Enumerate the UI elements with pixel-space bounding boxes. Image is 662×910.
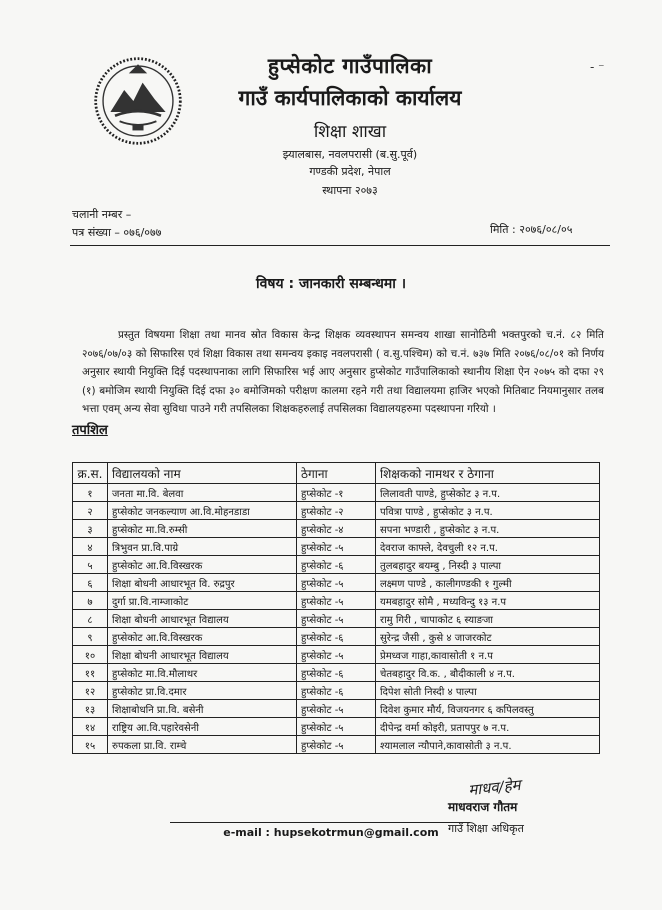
row-school-name: दुर्गा प्रा.वि.नाम्जाकोट [108, 592, 297, 610]
table-row [73, 646, 600, 664]
province-name: गण्डकी प्रदेश, नेपाल [309, 165, 391, 178]
row-serial: १२ [73, 682, 108, 700]
letter-date: मिति : २०७६/०८/०५ [490, 223, 573, 236]
row-serial: १४ [73, 718, 108, 736]
header-address: ठेगाना [297, 463, 376, 484]
header-divider [70, 245, 610, 246]
row-address: हुप्सेकोट -६ [297, 682, 376, 700]
body-paragraph: प्रस्तुत विषयमा शिक्षा तथा मानव स्रोत विकास केन्द्र शिक्षक व्यवस्थापन समन्वय शाखा सानोठिमी भक्तपुरको च.नं. ८२ मिति २०७६/०७/०३ को सिफारिस एवं शिक्षा विकास तथा समन्वय इकाइ नवलपरासी ( व.सु.पश्चिम) को च.नं. ७३७ मिति २०७६/०८/०१ को निर्णय अनुसार स्थायी नियुक्ति दिई पदस्थापनाका लागि सिफारिस भई आए अनुसार हुप्सेकोट गाउँपालिकाको स्थानीय शिक्षा ऐन २०७५ को दफा २९ (१) बमोजिम स्थायी नियुक्ति दिई दफा ३० बमोजिमको परीक्षण कालमा रहने गरी तथा विद्यालयमा हाजिर भएको मितिबाट नियमानुसार तलब भत्ता एवम् अन्य सेवा सुविधा पाउने गरी तपसिलका शिक्षकहरुलाई तपसिलका विद्यालयहरुमा पदस्थापना गरियो । [82, 329, 604, 415]
row-teacher: देवराज काफ्ले, देवचुली १२ न.प. [376, 538, 600, 556]
signatory-name: माधवराज गौतम [448, 800, 518, 814]
established-year: स्थापना २०७३ [322, 184, 378, 197]
row-teacher: पवित्रा पाण्डे , हुप्सेकोट ३ न.प. [376, 502, 600, 520]
details-heading: तपशिल [72, 423, 108, 438]
table-row [73, 700, 600, 718]
municipality-name: हुप्सेकोट गाउँपालिका [267, 54, 433, 78]
row-teacher: लक्ष्मण पाण्डे , कालीगण्डकी १ गुल्मी [376, 574, 600, 592]
office-name: गाउँ कार्यपालिकाको कार्यालय [238, 86, 462, 110]
table-row [73, 556, 600, 574]
row-address: हुप्सेकोट -५ [297, 646, 376, 664]
row-school-name: शिक्षा बोधनी आधारभूत वि. रुद्रपुर [108, 574, 297, 592]
row-address: हुप्सेकोट -५ [297, 610, 376, 628]
row-serial: १ [73, 484, 108, 502]
row-teacher: चेतबहादुर वि.क. , बौदीकाली ४ न.प. [376, 664, 600, 682]
row-school-name: शिक्षाबोधनि प्रा.वि. बसेनी [108, 700, 297, 718]
row-school-name: हुप्सेकोट मा.वि.मौलाथर [108, 664, 297, 682]
signature-scrawl: माधव/हेम [467, 775, 522, 800]
row-school-name: शिक्षा बोधनी आधारभूत विद्यालय [108, 646, 297, 664]
letter-subject: विषय : जानकारी सम्बन्धमा । [255, 276, 407, 292]
table-row [73, 628, 600, 646]
table-row [73, 538, 600, 556]
row-address: हुप्सेकोट -४ [297, 520, 376, 538]
corner-mark: - ⁻ [590, 60, 605, 74]
table-row [73, 610, 600, 628]
row-school-name: त्रिभुवन प्रा.वि.पाग्रे [108, 538, 297, 556]
row-address: हुप्सेकोट -६ [297, 556, 376, 574]
row-teacher: दीपेन्द्र वर्मा कोइरी, प्रतापपुर ७ न.प. [376, 718, 600, 736]
letter-body [82, 326, 604, 419]
row-teacher: दिपेश सोती निस्दी ४ पाल्पा [376, 682, 600, 700]
row-school-name: शिक्षा बोधनी आधारभूत विद्यालय [108, 610, 297, 628]
row-address: हुप्सेकोट -५ [297, 592, 376, 610]
row-serial: १३ [73, 700, 108, 718]
row-address: हुप्सेकोट -२ [297, 502, 376, 520]
row-school-name: रुपकला प्रा.वि. राम्चे [108, 736, 297, 754]
row-address: हुप्सेकोट -५ [297, 538, 376, 556]
row-serial: ६ [73, 574, 108, 592]
row-teacher: रामु गिरी , चापाकोट ६ स्याङजा [376, 610, 600, 628]
dispatch-number: चलानी नम्बर – [72, 208, 132, 221]
row-serial: १० [73, 646, 108, 664]
header-school-name: विद्यालयको नाम [108, 463, 297, 484]
table-row [73, 502, 600, 520]
signatory-post: गाउँ शिक्षा अधिकृत [448, 822, 524, 835]
letterhead [180, 52, 520, 198]
row-serial: ११ [73, 664, 108, 682]
row-address: हुप्सेकोट -६ [297, 628, 376, 646]
row-serial: ४ [73, 538, 108, 556]
row-school-name: जनता मा.वि. बेलवा [108, 484, 297, 502]
row-serial: ३ [73, 520, 108, 538]
table-row [73, 592, 600, 610]
row-school-name: हुप्सेकोट आ.वि.विस्खरक [108, 628, 297, 646]
teacher-placement-table [72, 462, 600, 754]
row-serial: ८ [73, 610, 108, 628]
row-address: हुप्सेकोट -५ [297, 700, 376, 718]
table-row [73, 718, 600, 736]
row-teacher: श्यामलाल न्यौपाने,कावासोती ३ न.प. [376, 736, 600, 754]
row-school-name: राष्ट्रिय आ.वि.पहारेवसेनी [108, 718, 297, 736]
row-serial: ७ [73, 592, 108, 610]
footer-divider [170, 822, 470, 823]
row-teacher: दिवेश कुमार मौर्य, विजयनगर ६ कपिलवस्तु [376, 700, 600, 718]
row-address: हुप्सेकोट -५ [297, 718, 376, 736]
header-teacher: शिक्षकको नामथर र ठेगाना [376, 463, 600, 484]
row-address: हुप्सेकोट -६ [297, 664, 376, 682]
table-row [73, 484, 600, 502]
row-address: हुप्सेकोट -५ [297, 574, 376, 592]
row-teacher: तुलबहादुर बयम्बु , निस्दी ३ पाल्पा [376, 556, 600, 574]
header-serial: क्र.स. [73, 463, 108, 484]
row-teacher: लिलावती पाण्डे, हुप्सेकोट ३ न.प. [376, 484, 600, 502]
letter-reference [72, 206, 161, 242]
row-teacher: प्रेमध्वज गाहा,कावासोती १ न.प [376, 646, 600, 664]
row-school-name: हुप्सेकोट आ.वि.विस्खरक [108, 556, 297, 574]
table-row [73, 520, 600, 538]
government-emblem-icon [92, 55, 184, 147]
row-serial: ५ [73, 556, 108, 574]
section-name: शिक्षा शाखा [313, 122, 387, 142]
row-school-name: हुप्सेकोट जनकल्याण आ.वि.मोहनडाडा [108, 502, 297, 520]
table-header-row [73, 463, 600, 484]
row-school-name: हुप्सेकोट प्रा.वि.दमार [108, 682, 297, 700]
office-address: झ्यालबास, नवलपरासी (ब.सु.पूर्व) [282, 148, 418, 161]
row-address: हुप्सेकोट -५ [297, 736, 376, 754]
row-address: हुप्सेकोट -१ [297, 484, 376, 502]
table-row [73, 574, 600, 592]
row-teacher: यमबहादुर सोमै , मध्यविन्दु १३ न.प [376, 592, 600, 610]
table-row [73, 664, 600, 682]
row-serial: ९ [73, 628, 108, 646]
row-teacher: सुरेन्द्र जैसी , कुसे ४ जाजरकोट [376, 628, 600, 646]
contact-email: e-mail : hupsekotrmun@gmail.com [223, 826, 439, 839]
row-school-name: हुप्सेकोट मा.वि.रुम्सी [108, 520, 297, 538]
row-serial: १५ [73, 736, 108, 754]
row-teacher: सपना भण्डारी , हुप्सेकोट ३ न.प. [376, 520, 600, 538]
letter-number: पत्र संख्या – ०७६/०७७ [72, 226, 162, 239]
row-serial: २ [73, 502, 108, 520]
table-row [73, 682, 600, 700]
table-row [73, 736, 600, 754]
